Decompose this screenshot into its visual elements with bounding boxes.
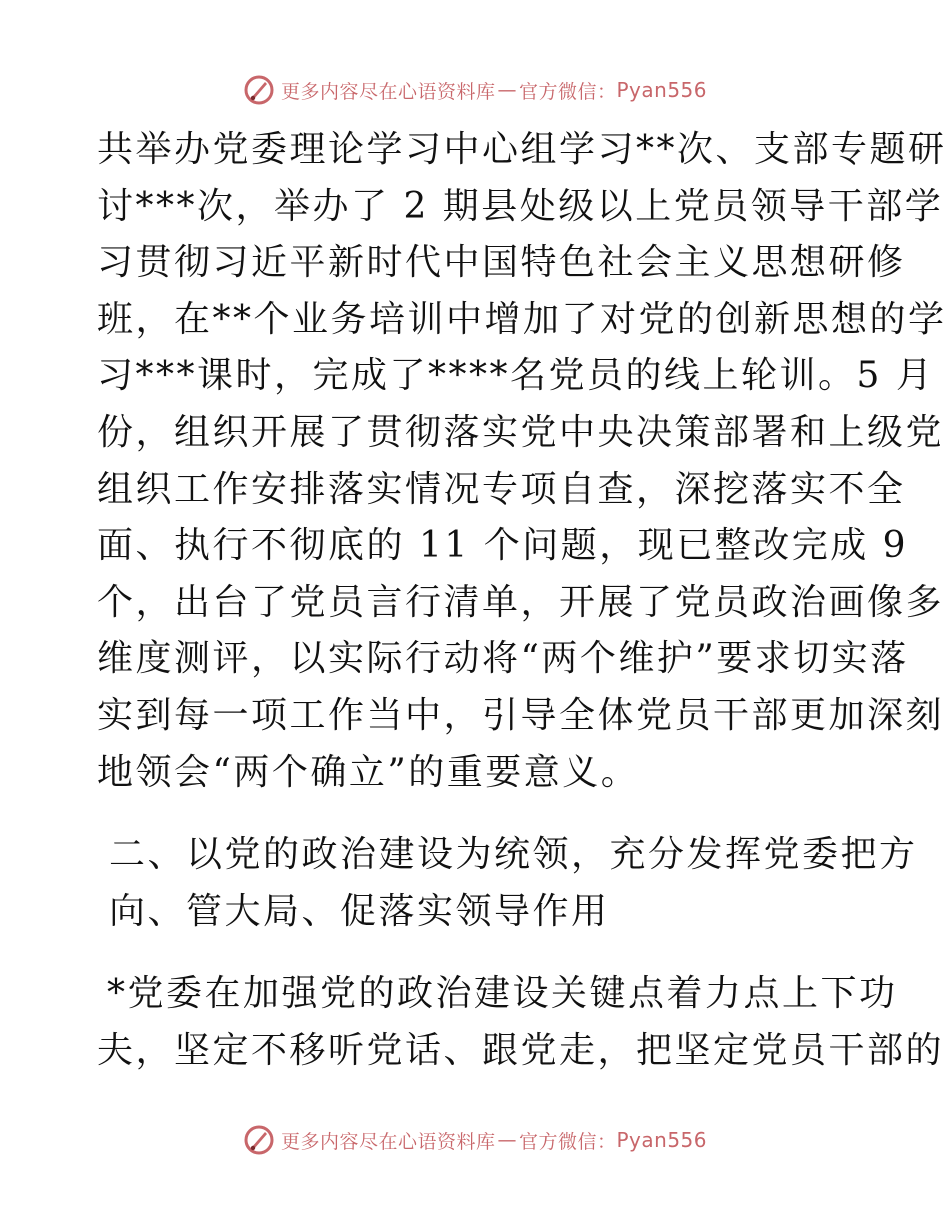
- document-body: [97, 122, 947, 1080]
- paragraph-1: [97, 122, 947, 801]
- paragraph-3: [97, 966, 945, 1079]
- text-line: 共举办党委理论学习中心组学习**次、支部专题研: [97, 129, 947, 170]
- paragraph-spacer: [97, 940, 857, 966]
- quill-seal-icon: [243, 74, 275, 106]
- paragraph-spacer: [97, 801, 857, 827]
- text-line: 组织工作安排落实情况专项自查，深挖落实不全: [97, 468, 906, 510]
- watermark-wechat-id: Pyan556: [616, 1128, 708, 1152]
- watermark-wechat-label: 官方微信：: [518, 1130, 617, 1153]
- text-line: 面、执行不彻底的 11 个问题，现已整改完成 9: [97, 525, 909, 567]
- watermark-wechat-id: Pyan556: [616, 78, 708, 102]
- text-line: 维度测评，以实际行动将“两个维护”要求切实落: [97, 638, 909, 680]
- watermark-text: 更多内容尽在心语资料库: [280, 1130, 496, 1153]
- text-line: 习贯彻习近平新时代中国特色社会主义思想研修: [97, 242, 906, 284]
- watermark-text: 更多内容尽在心语资料库: [280, 80, 496, 103]
- header-watermark: [0, 70, 950, 110]
- section-heading-2: [97, 827, 918, 940]
- text-line: 个，出台了党员言行清单，开展了党员政治画像多: [97, 581, 945, 623]
- watermark-dash: —: [497, 1129, 517, 1151]
- text-line: 夫，坚定不移听党话、跟党走，把坚定党员干部的: [97, 1029, 945, 1071]
- heading-line: 二、以党的政治建设为统领，充分发挥党委把方: [109, 834, 918, 876]
- text-line: 班，在**个业务培训中增加了对党的创新思想的学: [97, 298, 947, 340]
- text-line: 讨***次，举办了 2 期县处级以上党员领导干部学: [97, 185, 944, 227]
- watermark-dash: —: [497, 79, 517, 101]
- footer-watermark: [0, 1120, 950, 1160]
- text-line: *党委在加强党的政治建设关键点着力点上下功: [107, 973, 898, 1015]
- text-line: 实到每一项工作当中，引导全体党员干部更加深刻: [97, 694, 945, 736]
- text-line: 份，组织开展了贯彻落实党中央决策部署和上级党: [97, 411, 945, 453]
- text-line: 习***课时，完成了****名党员的线上轮训。5 月: [97, 355, 935, 397]
- text-line: 地领会“两个确立”的重要意义。: [97, 751, 640, 793]
- watermark-wechat-label: 官方微信：: [518, 80, 617, 103]
- quill-seal-icon: [243, 1124, 275, 1156]
- heading-line: 向、管大局、促落实领导作用: [109, 890, 610, 932]
